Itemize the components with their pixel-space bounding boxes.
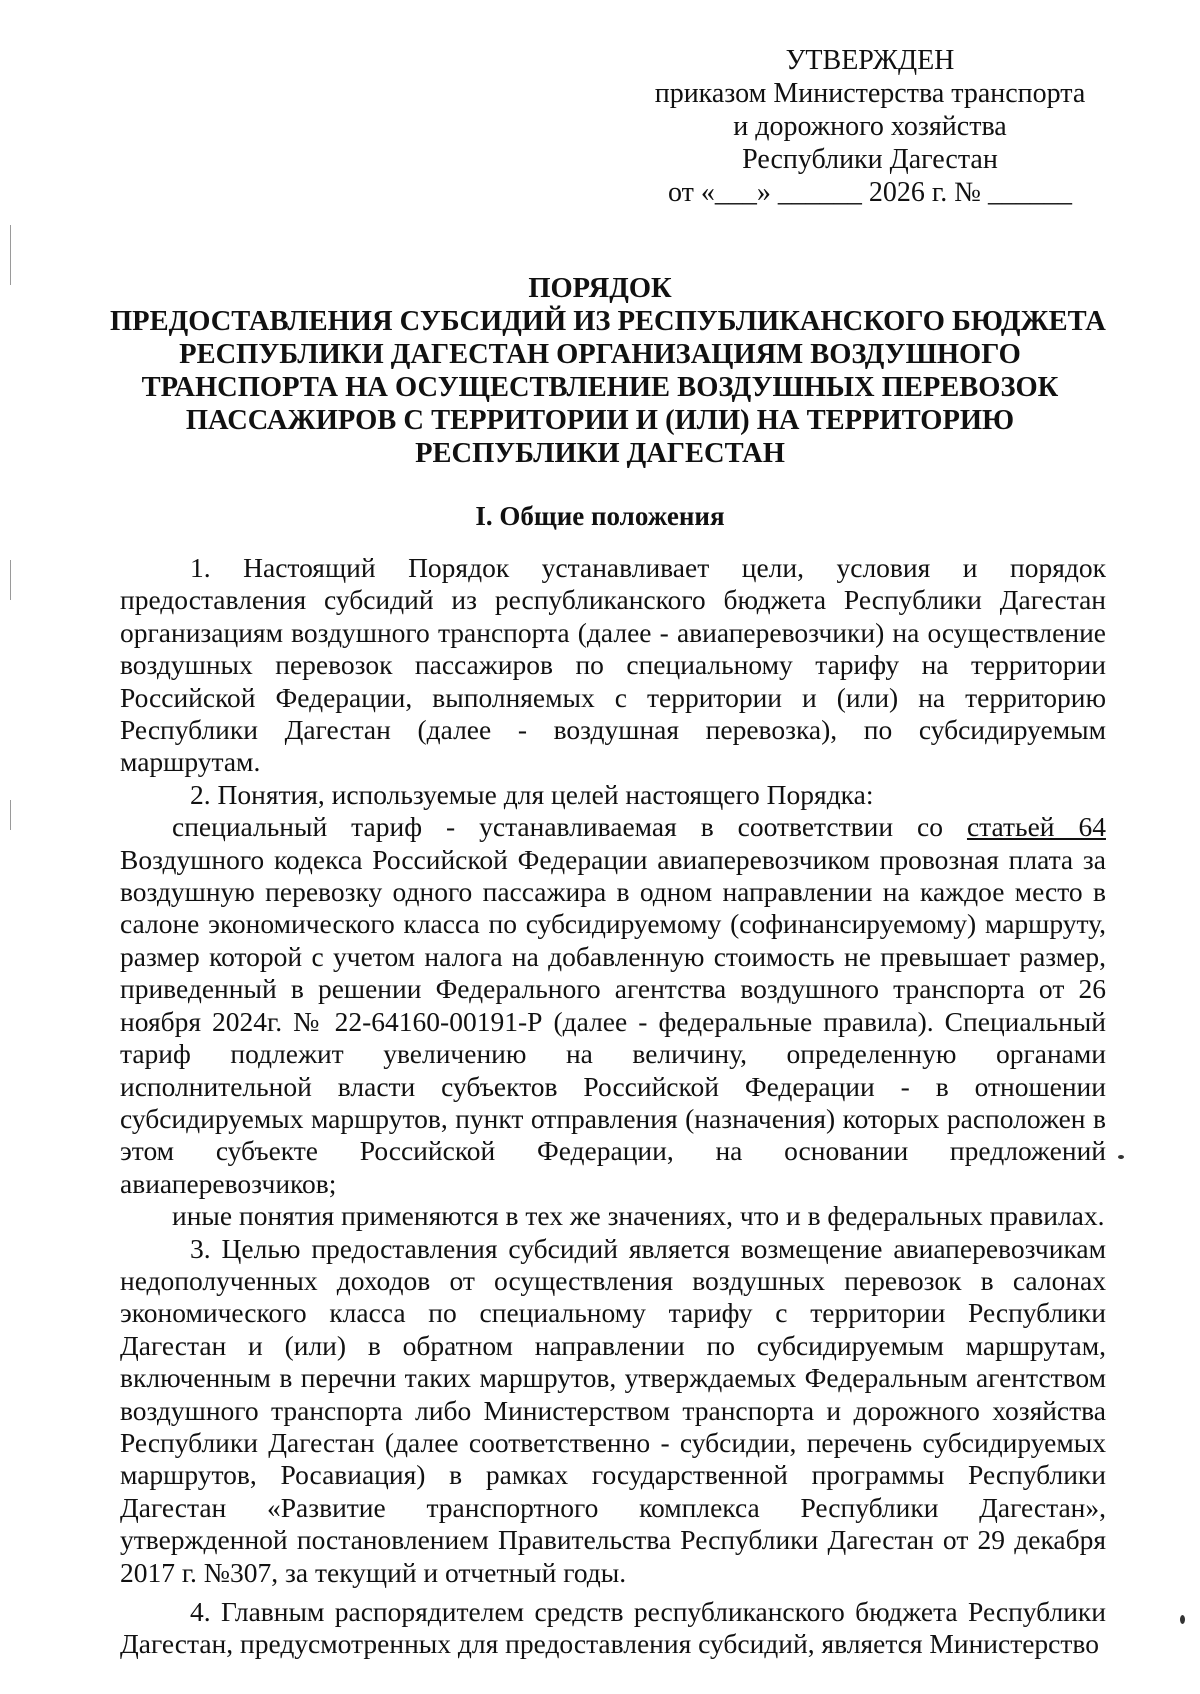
paragraph-other-terms: иные понятия применяются в тех же значениях, что и в федеральных правилах. [172, 1200, 1105, 1232]
title-line: РЕСПУБЛИКИ ДАГЕСТАН [415, 438, 785, 469]
title-line: ТРАНСПОРТА НА ОСУЩЕСТВЛЕНИЕ ВОЗДУШНЫХ ПЕРЕВОЗОК [141, 372, 1059, 403]
approval-title: УТВЕРЖДЕН [785, 45, 955, 76]
title-line: ПРЕДОСТАВЛЕНИЯ СУБСИДИЙ ИЗ РЕСПУБЛИКАНСКОГО БЮДЖЕТА [110, 306, 1106, 337]
scan-margin-line [10, 800, 11, 830]
document-body [120, 552, 1106, 1661]
approval-republic-line: Республики Дагестан [742, 144, 998, 175]
paragraph-2: 2. Понятия, используемые для целей настоящего Порядка: [190, 778, 874, 810]
section-heading: I. Общие положения [475, 501, 725, 531]
scan-margin-line [10, 560, 11, 600]
paragraph-text: специальный тариф - устанавливаемая в соответствии со [172, 811, 967, 843]
title-line: ПОРЯДОК [528, 273, 672, 304]
approval-order-line: приказом Министерства транспорта [654, 78, 1086, 109]
approval-ministry-line: и дорожного хозяйства [733, 111, 1007, 142]
scan-margin-line [10, 225, 11, 285]
approval-date-number-line: от «___» ______ 2026 г. № ______ [668, 177, 1072, 208]
paragraph-4: 4. Главным распорядителем средств республиканского бюджета Республики Дагестан, предусмотренных для предоставления субсидий, является Министерство [120, 1596, 1106, 1660]
approval-stamp [640, 44, 1100, 209]
title-line: ПАССАЖИРОВ С ТЕРРИТОРИИ И (ИЛИ) НА ТЕРРИТОРИЮ [185, 405, 1015, 436]
paragraph-3: 3. Целью предоставления субсидий является возмещение авиаперевозчикам недополученных доходов от осуществления воздушных перевозок в салонах экономического класса по специальному тарифу с территории Республики Дагестан и (или) в обратном направлении по субсидируемым маршрутам, включенным в перечни таких маршрутов, утверждаемых Федеральным агентством воздушного транспорта либо Министерством транспорта и дорожного хозяйства Республики Дагестан (далее соответственно - субсидии, перечень субсидируемых маршрутов, Росавиация) в рамках государственной программы Республики Дагестан «Развитие транспортного комплекса Республики Дагестан», утвержденной постановлением Правительства Республики Дагестан от 29 декабря 2017 г. №307, за текущий и отчетный годы. [120, 1232, 1106, 1588]
title-line: РЕСПУБЛИКИ ДАГЕСТАН ОРГАНИЗАЦИЯМ ВОЗДУШНОГО [179, 339, 1021, 370]
paragraph-special-tariff [120, 811, 1106, 1200]
paragraph-text: Воздушного кодекса Российской Федерации авиаперевозчиком провозная плата за воздушную перевозку одного пассажира в одном направлении на каждое место в салоне экономического класса по субсидируемому (софинансируемому) маршруту, размер которой с учетом налога на добавленную стоимость не превышает размер, приведенный в решении Федерального агентства воздушного транспорта от 26 ноября 2024г. № 22-64160-00191-Р (далее - федеральные правила). Специальный тариф подлежит увеличению на величину, определенную органами исполнительной власти субъектов Российской Федерации - в отношении субсидируемых маршрутов, пункт отправления (назначения) которых расположен в этом субъекте Российской Федерации, на основании предложений авиаперевозчиков; [120, 843, 1106, 1199]
document-title [110, 272, 1106, 470]
paragraph-1: 1. Настоящий Порядок устанавливает цели, условия и порядок предоставления субсидий из республиканского бюджета Республики Дагестан организациям воздушного транспорта (далее - авиаперевозчики) на осуществление воздушных перевозок пассажиров по специальному тарифу на территории Российской Федерации, выполняемых с территории и (или) на территорию Республики Дагестан (далее - воздушная перевозка), по субсидируемым маршрутам. [120, 552, 1106, 778]
article-64-link[interactable]: статьей 64 [966, 811, 1106, 843]
scan-speck [1180, 1615, 1185, 1624]
scan-speck [1118, 1155, 1124, 1159]
